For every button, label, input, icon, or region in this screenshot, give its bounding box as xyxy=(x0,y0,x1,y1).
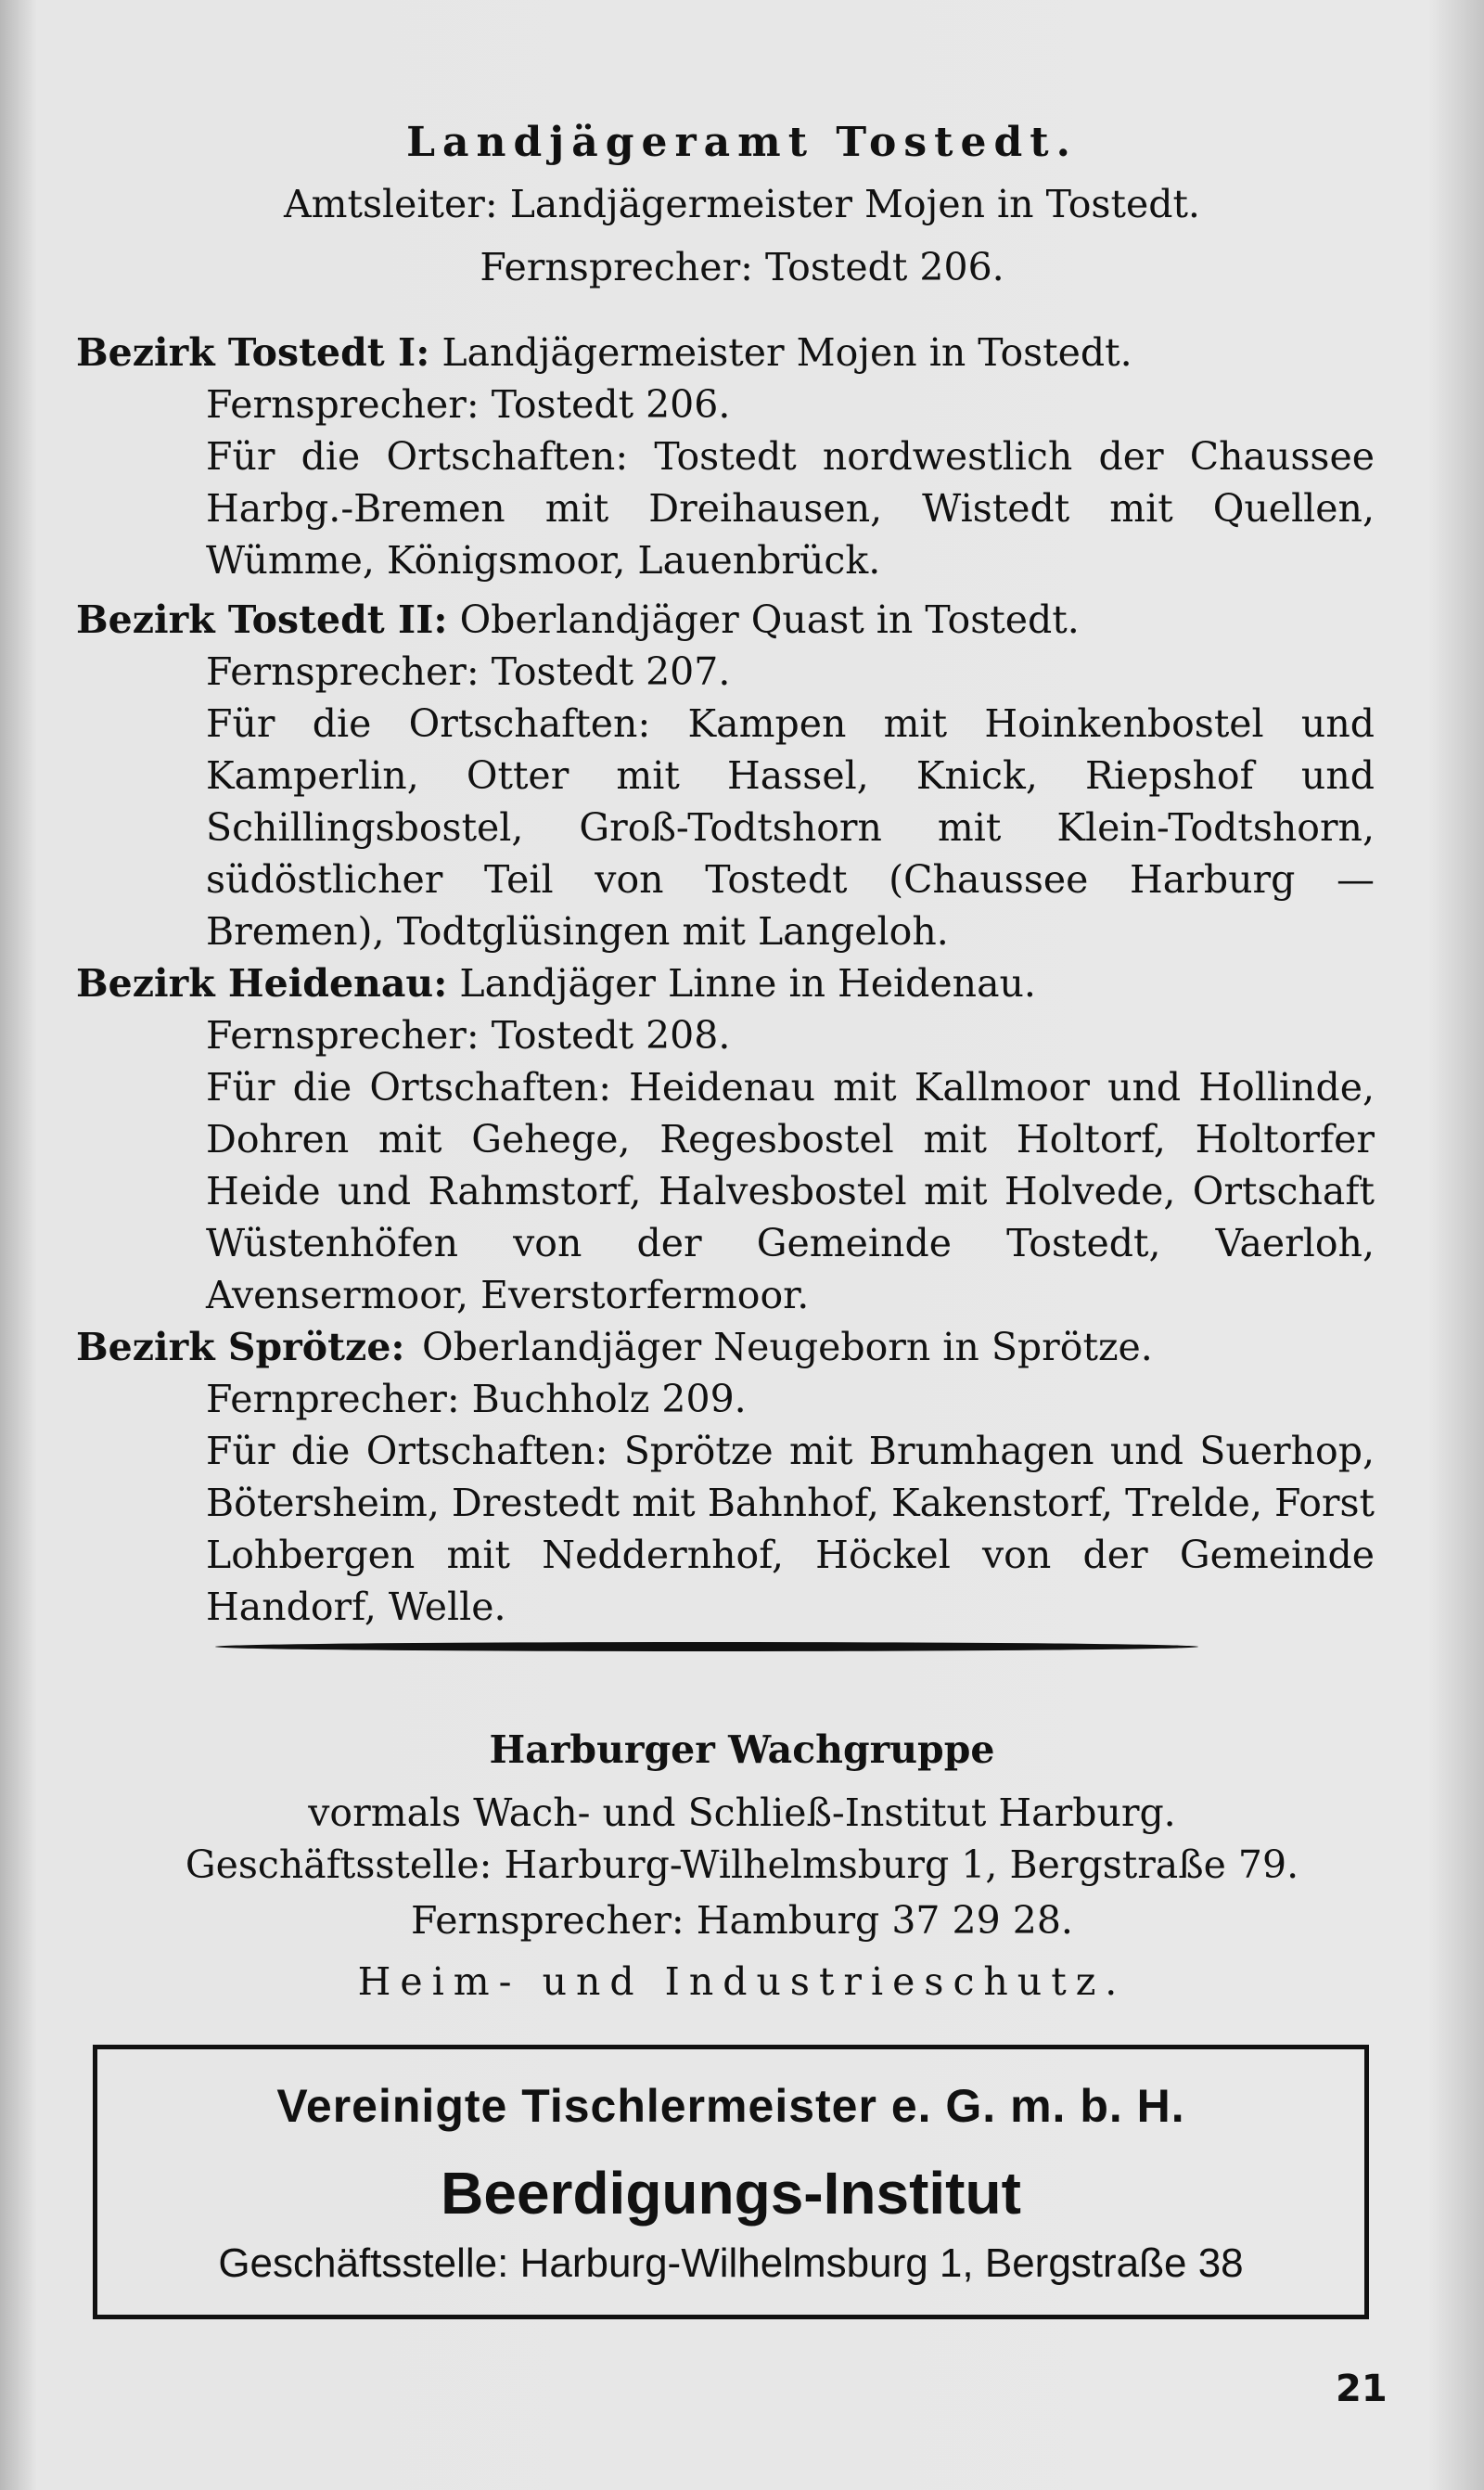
district-tostedt-1 xyxy=(76,327,1375,586)
section-divider xyxy=(215,1642,1198,1651)
district-places: Für die Ortschaften: Kampen mit Hoinkenbostel und Kamperlin, Otter mit Hassel, Knick, Riepshof und Schillingsbostel, Groß-Todtshorn mit Klein-Todtshorn, südöstlicher Teil von Tostedt (Chaussee Harburg — Bremen), Todtglüsingen mit Langeloh. xyxy=(206,701,1375,954)
district-officer: Oberlandjäger Quast in Tostedt. xyxy=(459,597,1080,642)
district-sproetze xyxy=(76,1321,1375,1633)
advert-office: Geschäftsstelle: Harburg-Wilhelmsburg 1, Bergstraße 38 xyxy=(218,2240,1244,2286)
district-officer: Oberlandjäger Neugeborn in Sprötze. xyxy=(422,1325,1153,1369)
office-phone: Fernsprecher: Tostedt 206. xyxy=(480,245,1004,289)
wachgruppe-phone: Fernsprecher: Hamburg 37 29 28. xyxy=(411,1898,1073,1943)
district-places: Für die Ortschaften: Heidenau mit Kallmoor und Hollinde, Dohren mit Gehege, Regesbostel mit Holtorf, Holtorfer Heide und Rahmstorf, Halvesbostel mit Holvede, Ortschaft Wüstenhöfen von der Gemeinde Tostedt, Vaerloh, Avensermoor, Everstorfermoor. xyxy=(206,1065,1375,1317)
wachgruppe-formerly: vormals Wach- und Schließ-Institut Harburg. xyxy=(308,1790,1176,1835)
advert-institute: Beerdigungs-Institut xyxy=(441,2160,1021,2227)
district-phone: Fernsprecher: Tostedt 208. xyxy=(206,1013,731,1058)
wachgruppe-title: Harburger Wachgruppe xyxy=(489,1727,995,1772)
district-name: Bezirk Tostedt II: xyxy=(76,597,448,642)
district-phone: Fernsprecher: Tostedt 207. xyxy=(206,649,731,694)
office-leader: Amtsleiter: Landjägermeister Mojen in Tostedt. xyxy=(284,182,1200,226)
district-heidenau xyxy=(76,957,1375,1321)
district-name: Bezirk Heidenau: xyxy=(76,961,448,1006)
office-title: Landjägeramt Tostedt. xyxy=(406,119,1078,166)
district-phone: Fernsprecher: Tostedt 206. xyxy=(206,382,731,427)
district-officer: Landjägermeister Mojen in Tostedt. xyxy=(441,330,1132,375)
page-number: 21 xyxy=(1336,2368,1388,2410)
advertisement-box xyxy=(93,2045,1369,2319)
district-phone: Fernprecher: Buchholz 209. xyxy=(206,1377,747,1421)
district-tostedt-2 xyxy=(76,594,1375,957)
district-places: Für die Ortschaften: Sprötze mit Brumhagen und Suerhop, Bötersheim, Drestedt mit Bahnhof, Kakenstorf, Trelde, Forst Lohbergen mit Neddernhof, Höckel von der Gemeinde Handorf, Welle. xyxy=(206,1429,1375,1629)
wachgruppe-slogan: Heim- und Industrieschutz. xyxy=(357,1959,1127,2004)
district-places: Für die Ortschaften: Tostedt nordwestlich der Chaussee Harbg.-Bremen mit Dreihausen, Wistedt mit Quellen, Wümme, Königsmoor, Lauenbrück. xyxy=(206,434,1375,583)
district-name: Bezirk Sprötze: xyxy=(76,1325,405,1369)
wachgruppe-office: Geschäftsstelle: Harburg-Wilhelmsburg 1, Bergstraße 79. xyxy=(185,1842,1299,1887)
district-name: Bezirk Tostedt I: xyxy=(76,330,430,375)
advert-company: Vereinigte Tischlermeister e. G. m. b. H. xyxy=(276,2080,1185,2132)
district-officer: Landjäger Linne in Heidenau. xyxy=(459,961,1036,1006)
